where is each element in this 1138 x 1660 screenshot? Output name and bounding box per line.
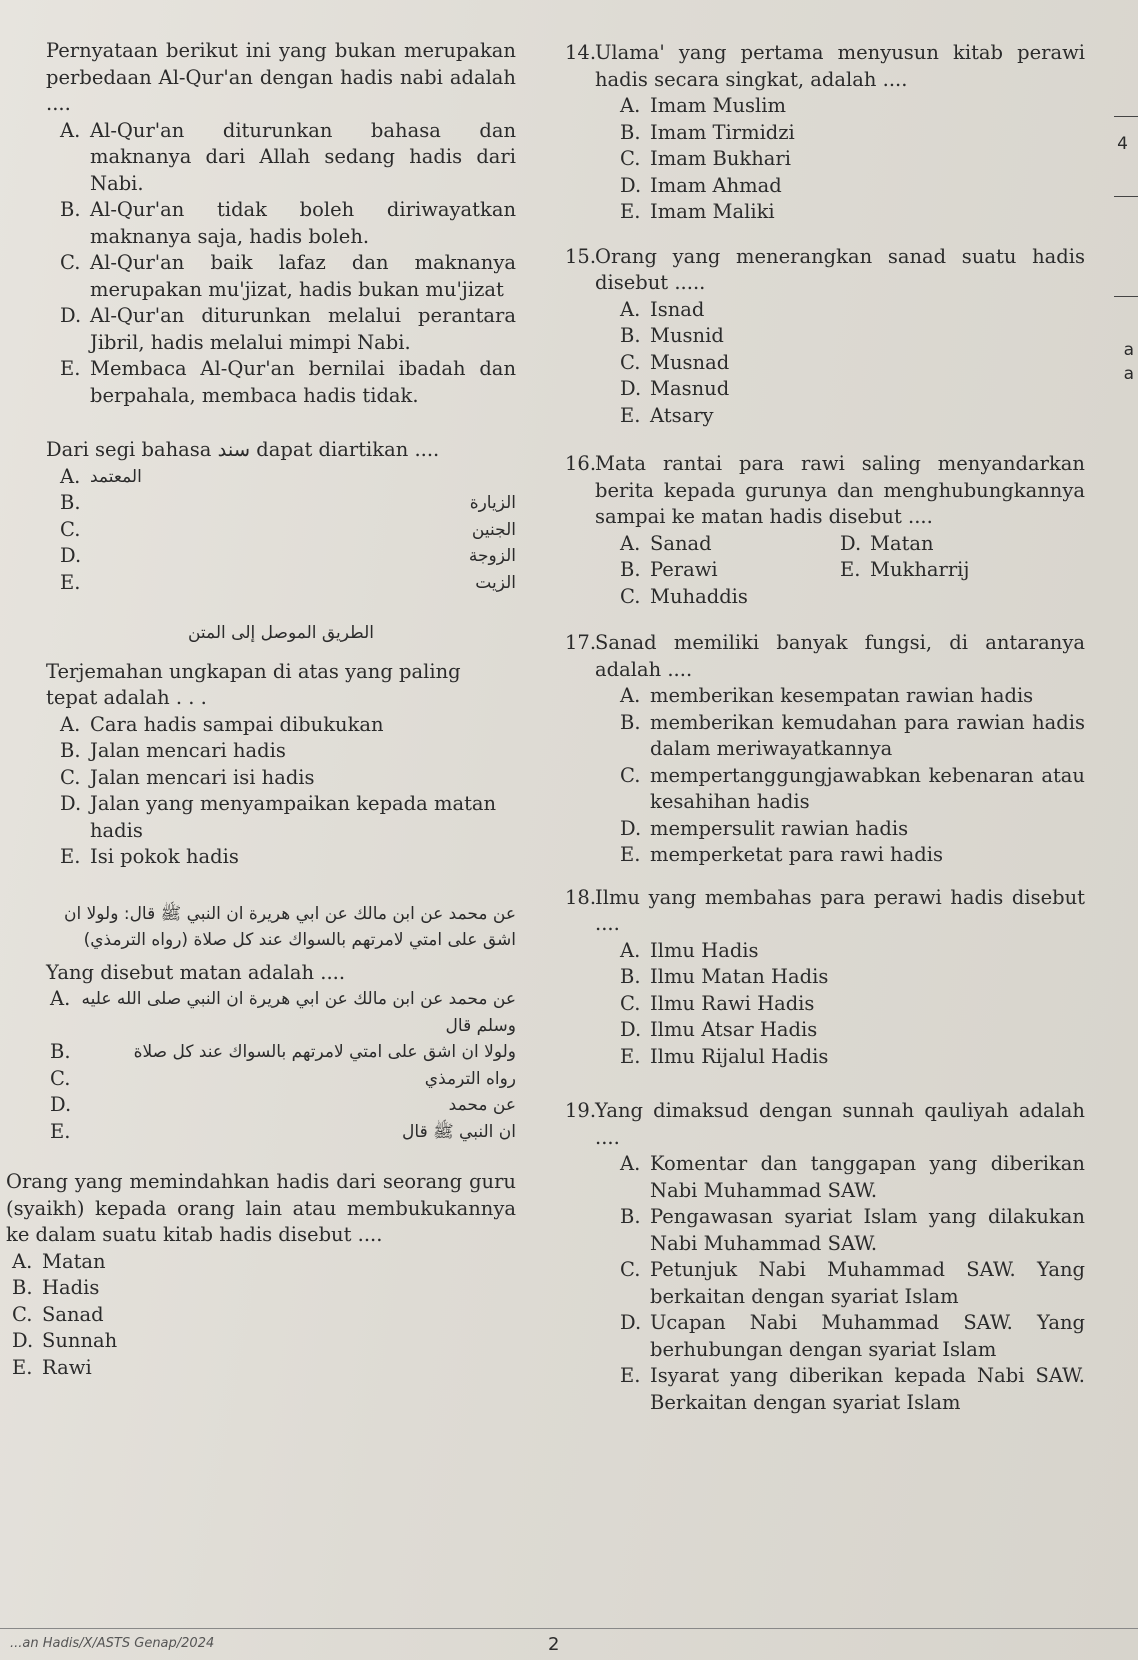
question-2-option-d[interactable]: D. الزوجة: [60, 544, 516, 567]
question-4-arabic-line-2: اشق على امتي لامرتهم بالسواك عند كل صلاة (رواه الترمذي): [83, 930, 516, 950]
question-1-option-a[interactable]: A. Al-Qur'an diturunkan bahasa dan maknanya dari Allah sedang hadis dari Nabi.: [60, 118, 516, 195]
question-17-option-a[interactable]: A. memberikan kesempatan rawian hadis: [620, 684, 1034, 707]
question-1-option-e[interactable]: E. Membaca Al-Qur'an bernilai ibadah dan berpahala, membaca hadis tidak.: [60, 357, 516, 407]
question-3-option-c[interactable]: C. Jalan mencari isi hadis: [60, 765, 315, 789]
question-5-stem: Orang yang memindahkan hadis dari seorang guru (syaikh) kepada orang lain atau membukukannya ke dalam suatu kitab hadis disebut ....: [6, 1170, 516, 1246]
question-5-option-c[interactable]: C. Sanad: [12, 1302, 104, 1326]
question-19-number: 19.: [565, 1099, 597, 1122]
question-19-option-e[interactable]: E. Isyarat yang diberikan kepada Nabi SAW. Berkaitan dengan syariat Islam: [620, 1364, 1085, 1414]
question-16: [565, 451, 1085, 610]
question-14-option-a[interactable]: A. Imam Muslim: [620, 94, 787, 117]
question-16-option-d-letter[interactable]: D.: [840, 531, 862, 555]
question-3-option-b[interactable]: B. Jalan mencari hadis: [60, 739, 286, 762]
question-17: [565, 630, 1085, 869]
question-1-option-b[interactable]: B. Al-Qur'an tidak boleh diriwayatkan maknanya saja, hadis boleh.: [60, 198, 516, 248]
question-18-option-c[interactable]: C. Ilmu Rawi Hadis: [620, 991, 815, 1015]
question-5-option-e[interactable]: E. Rawi: [12, 1355, 92, 1379]
question-15: [565, 244, 1085, 430]
question-17-option-d[interactable]: D. mempersulit rawian hadis: [620, 816, 909, 840]
question-4-option-b[interactable]: B. ولولا ان اشق على امتي لامرتهم بالسواك عند كل صلاة: [50, 1040, 516, 1063]
question-18-option-e[interactable]: E. Ilmu Rijalul Hadis: [620, 1044, 829, 1068]
question-17-option-c[interactable]: C. mempertanggungjawabkan kebenaran atau kesahihan hadis: [620, 763, 1085, 813]
question-16-option-d[interactable]: Matan: [870, 531, 934, 555]
question-5-option-d[interactable]: D. Sunnah: [12, 1329, 118, 1352]
question-15-stem: Orang yang menerangkan sanad suatu hadis disebut .....: [595, 244, 1085, 294]
question-4-arabic-line-1: عن محمد عن ابن مالك عن ابي هريرة ان النبي ﷺ قال: ولولا ان: [63, 903, 516, 924]
question-16-option-e-letter[interactable]: E.: [840, 558, 861, 581]
question-5-option-b[interactable]: B. Hadis: [12, 1276, 100, 1299]
question-1-option-d[interactable]: D. Al-Qur'an diturunkan melalui perantara Jibril, hadis melalui mimpi Nabi.: [60, 304, 516, 354]
question-3-option-e[interactable]: E. Isi pokok hadis: [60, 845, 239, 868]
question-2-stem: Dari segi bahasa سند dapat diartikan ....: [46, 438, 440, 461]
question-14-number: 14.: [565, 41, 597, 64]
question-2-option-e[interactable]: E. الزيت: [60, 570, 516, 594]
question-14-option-d[interactable]: D. Imam Ahmad: [620, 173, 782, 197]
question-19-stem: Yang dimaksud dengan sunnah qauliyah adalah ....: [595, 1099, 1085, 1149]
question-16-option-a[interactable]: Sanad: [650, 531, 712, 555]
question-16-option-e[interactable]: Mukharrij: [870, 558, 970, 581]
question-15-option-b[interactable]: B. Musnid: [620, 324, 724, 347]
question-19: [565, 1098, 1085, 1416]
question-16-option-c[interactable]: C. Muhaddis: [620, 584, 748, 608]
question-15-option-d[interactable]: D. Masnud: [620, 377, 730, 400]
question-14: [565, 40, 1085, 226]
question-14-option-e[interactable]: E. Imam Maliki: [620, 200, 775, 223]
question-1-stem: Pernyataan berikut ini yang bukan merupakan perbedaan Al-Qur'an dengan hadis nabi adalah ....: [46, 39, 516, 115]
question-16-option-b[interactable]: Perawi: [650, 558, 718, 581]
question-19-option-c[interactable]: C. Petunjuk Nabi Muhammad SAW. Yang berkaitan dengan syariat Islam: [620, 1258, 1085, 1308]
question-5-option-a[interactable]: A. Matan: [12, 1249, 106, 1273]
question-18: [565, 885, 1085, 1071]
margin-tick-2: [1114, 196, 1138, 197]
page-number: 2: [548, 1634, 560, 1655]
question-16-option-b-letter[interactable]: B.: [620, 558, 641, 581]
question-18-number: 18.: [565, 885, 597, 909]
question-2: [46, 437, 516, 596]
question-17-option-b[interactable]: B. memberikan kemudahan para rawian hadis dalam meriwayatkannya: [620, 710, 1085, 760]
question-2-option-a[interactable]: A. المعتمد: [60, 464, 142, 488]
question-18-option-a[interactable]: A. Ilmu Hadis: [620, 938, 759, 962]
question-18-stem: Ilmu yang membahas para perawi hadis disebut ....: [595, 885, 1085, 935]
question-3-option-a[interactable]: A. Cara hadis sampai dibukukan: [60, 712, 384, 736]
margin-tick-3: [1114, 296, 1138, 297]
question-18-option-b[interactable]: B. Ilmu Matan Hadis: [620, 965, 829, 988]
question-15-option-e[interactable]: E. Atsary: [620, 403, 714, 427]
question-16-stem: Mata rantai para rawi saling menyandarkan berita kepada gurunya dan menghubungkannya sampai ke matan hadis disebut ....: [595, 452, 1085, 528]
footer-course-code: ...an Hadis/X/ASTS Genap/2024: [10, 1636, 215, 1651]
question-17-stem: Sanad memiliki banyak fungsi, di antaranya adalah ....: [595, 631, 1085, 681]
question-4-option-e[interactable]: E. ان النبي ﷺ قال: [50, 1119, 516, 1143]
question-4-option-c[interactable]: C. رواه الترمذي: [50, 1066, 516, 1090]
question-4: [46, 901, 516, 1146]
footer-divider: [0, 1628, 1138, 1629]
question-16-number: 16.: [565, 452, 597, 475]
question-3-option-d[interactable]: D. Jalan yang menyampaikan kepada matan hadis: [60, 792, 497, 842]
question-5: [6, 1169, 516, 1381]
question-3: [46, 620, 516, 871]
question-4-option-a[interactable]: A. عن محمد عن ابن مالك عن ابي هريرة ان النبي صلى الله عليه وسلم قال: [50, 987, 516, 1036]
left-column: [6, 38, 516, 1395]
question-16-option-row-1: [620, 531, 1085, 558]
margin-letter-a-1: a: [1123, 340, 1134, 360]
question-3-stem: Terjemahan ungkapan di atas yang paling tepat adalah . . .: [46, 659, 461, 709]
question-4-stem: Yang disebut matan adalah ....: [46, 960, 346, 984]
question-17-number: 17.: [565, 631, 597, 654]
question-4-option-d[interactable]: D. عن محمد: [50, 1093, 516, 1116]
question-3-arabic: الطريق الموصل إلى المتن: [187, 623, 375, 643]
question-14-stem: Ulama' yang pertama menyusun kitab perawi hadis secara singkat, adalah ....: [595, 41, 1085, 91]
question-19-option-b[interactable]: B. Pengawasan syariat Islam yang dilakukan Nabi Muhammad SAW.: [620, 1205, 1085, 1255]
right-column: [565, 40, 1085, 1430]
question-19-option-d[interactable]: D. Ucapan Nabi Muhammad SAW. Yang berhubungan dengan syariat Islam: [620, 1311, 1085, 1361]
question-15-option-a[interactable]: A. Isnad: [620, 297, 705, 321]
question-14-option-b[interactable]: B. Imam Tirmidzi: [620, 120, 795, 144]
question-17-option-e[interactable]: E. memperketat para rawi hadis: [620, 843, 943, 866]
margin-letter-a-2: a: [1123, 364, 1134, 384]
question-16-option-a-letter[interactable]: A.: [620, 531, 641, 555]
question-2-option-b[interactable]: B. الزيارة: [60, 491, 516, 514]
question-19-option-a[interactable]: A. Komentar dan tanggapan yang diberikan Nabi Muhammad SAW.: [620, 1152, 1085, 1202]
question-2-option-c[interactable]: C. الجنين: [60, 517, 516, 541]
question-1-option-c[interactable]: C. Al-Qur'an baik lafaz dan maknanya merupakan mu'jizat, hadis bukan mu'jizat: [60, 251, 516, 301]
question-14-option-c[interactable]: C. Imam Bukhari: [620, 147, 791, 170]
question-18-option-d[interactable]: D. Ilmu Atsar Hadis: [620, 1018, 818, 1041]
question-16-option-row-2: [620, 557, 1085, 584]
margin-number-4: 4: [1117, 134, 1128, 154]
question-15-number: 15.: [565, 244, 597, 268]
question-1: [46, 38, 516, 409]
margin-tick-1: [1114, 116, 1138, 117]
question-15-option-c[interactable]: C. Musnad: [620, 350, 730, 374]
